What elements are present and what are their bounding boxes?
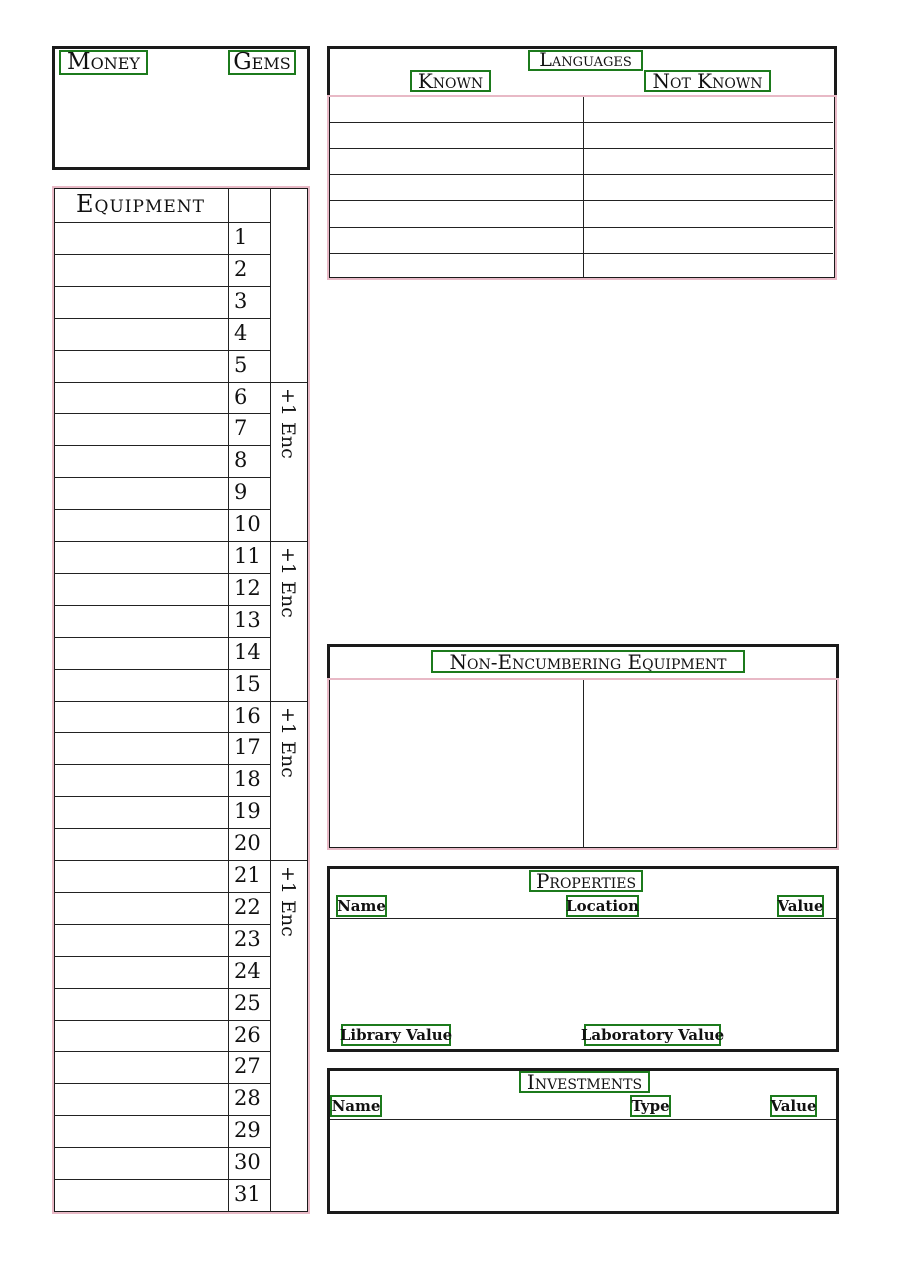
equipment-row-rule <box>54 764 270 765</box>
enc-group-rule <box>270 860 307 861</box>
equipment-row-rule <box>54 637 270 638</box>
investments-header-rule <box>330 1119 836 1120</box>
equipment-slot-number: 14 <box>234 639 261 664</box>
equipment-slot-number: 20 <box>234 831 261 856</box>
languages-row-rule <box>330 122 833 123</box>
equipment-slot-number: 21 <box>234 863 261 887</box>
laboratory-value-label: Laboratory Value <box>584 1024 721 1046</box>
money-label: Money <box>59 50 148 75</box>
equipment-slot-number: 16 <box>234 703 261 728</box>
equipment-slot-number: 29 <box>234 1118 261 1143</box>
enc-group-rule <box>270 382 307 383</box>
languages-column-divider <box>583 97 584 277</box>
equipment-row-rule <box>54 701 270 702</box>
equipment-row-rule <box>54 1051 270 1052</box>
languages-row-rule <box>330 227 833 228</box>
equipment-slot-number: 11 <box>234 544 261 568</box>
equipment-row-rule <box>54 382 270 383</box>
equipment-row-rule <box>54 860 270 861</box>
equipment-row-rule <box>54 892 270 893</box>
equipment-header-rule-num <box>228 222 270 223</box>
investments-type-label: Type <box>630 1095 671 1117</box>
equipment-slot-number: 19 <box>234 799 261 824</box>
equipment-row-rule <box>54 956 270 957</box>
equipment-row-rule <box>54 573 270 574</box>
equipment-slot-number: 18 <box>234 767 261 792</box>
enc-label: +1 Enc <box>277 866 299 937</box>
equipment-slot-number: 9 <box>234 480 248 505</box>
equipment-row-rule <box>54 1020 270 1021</box>
equipment-slot-number: 15 <box>234 671 261 696</box>
library-value-label: Library Value <box>341 1024 451 1046</box>
equipment-row-rule <box>54 1147 270 1148</box>
equipment-row-rule <box>54 605 270 606</box>
languages-row-rule <box>330 253 833 254</box>
equipment-slot-number: 6 <box>234 384 248 409</box>
equipment-row-rule <box>54 669 270 670</box>
equipment-slot-number: 12 <box>234 575 261 600</box>
properties-location-label: Location <box>566 895 639 917</box>
equipment-row-rule <box>54 477 270 478</box>
equipment-row-rule <box>54 286 270 287</box>
investments-value-label: Value <box>770 1095 817 1117</box>
equipment-slot-number: 23 <box>234 926 261 951</box>
equipment-row-rule <box>54 1083 270 1084</box>
equipment-row-rule <box>54 1115 270 1116</box>
properties-header-rule <box>330 918 836 919</box>
enc-label: +1 Enc <box>277 547 299 618</box>
equipment-header-rule <box>54 222 228 223</box>
known-column-header: Known <box>410 70 491 92</box>
equipment-slot-number: 25 <box>234 990 261 1015</box>
languages-row-rule <box>330 200 833 201</box>
equipment-slot-number: 27 <box>234 1054 261 1079</box>
equipment-slot-number: 2 <box>234 256 248 281</box>
equipment-slot-number: 4 <box>234 320 248 345</box>
enc-label: +1 Enc <box>277 387 299 459</box>
languages-title: Languages <box>528 50 643 71</box>
equipment-row-rule <box>54 254 270 255</box>
equipment-slot-number: 7 <box>234 416 248 441</box>
equipment-slot-number: 28 <box>234 1086 261 1111</box>
equipment-title: Equipment <box>76 190 205 218</box>
languages-row-rule <box>330 174 833 175</box>
equipment-slot-number: 17 <box>234 735 261 760</box>
equipment-slot-number: 3 <box>234 288 248 313</box>
equipment-row-rule <box>54 924 270 925</box>
equipment-slot-number: 1 <box>234 225 248 249</box>
equipment-slot-number: 26 <box>234 1022 261 1047</box>
non-encumbering-title: Non-Encumbering Equipment <box>431 650 745 673</box>
equipment-row-rule <box>54 732 270 733</box>
non-encumbering-divider <box>583 680 584 848</box>
equipment-row-rule <box>54 1179 270 1180</box>
enc-group-rule <box>270 701 307 702</box>
equipment-row-rule <box>54 828 270 829</box>
equipment-slot-number: 31 <box>234 1182 261 1206</box>
equipment-slot-number: 30 <box>234 1150 261 1175</box>
equipment-row-rule <box>54 509 270 510</box>
enc-group-rule <box>270 541 307 542</box>
equipment-row-rule <box>54 796 270 797</box>
languages-row-rule <box>330 148 833 149</box>
gems-label: Gems <box>228 50 296 75</box>
investments-name-label: Name <box>330 1095 382 1117</box>
enc-label: +1 Enc <box>277 706 299 778</box>
equipment-row-rule <box>54 350 270 351</box>
equipment-slot-number: 5 <box>234 352 248 377</box>
equipment-row-rule <box>54 541 270 542</box>
properties-title: Properties <box>529 870 643 892</box>
properties-value-label: Value <box>777 895 824 917</box>
equipment-slot-number: 8 <box>234 448 248 473</box>
equipment-row-rule <box>54 318 270 319</box>
equipment-row-rule <box>54 988 270 989</box>
equipment-slot-number: 10 <box>234 512 261 537</box>
properties-name-label: Name <box>336 895 387 917</box>
investments-title: Investments <box>519 1071 650 1093</box>
equipment-slot-number: 22 <box>234 894 261 919</box>
equipment-row-rule <box>54 413 270 414</box>
equipment-slot-number: 24 <box>234 958 261 983</box>
equipment-row-rule <box>54 445 270 446</box>
not-known-column-header: Not Known <box>644 70 771 92</box>
equipment-slot-number: 13 <box>234 607 261 632</box>
